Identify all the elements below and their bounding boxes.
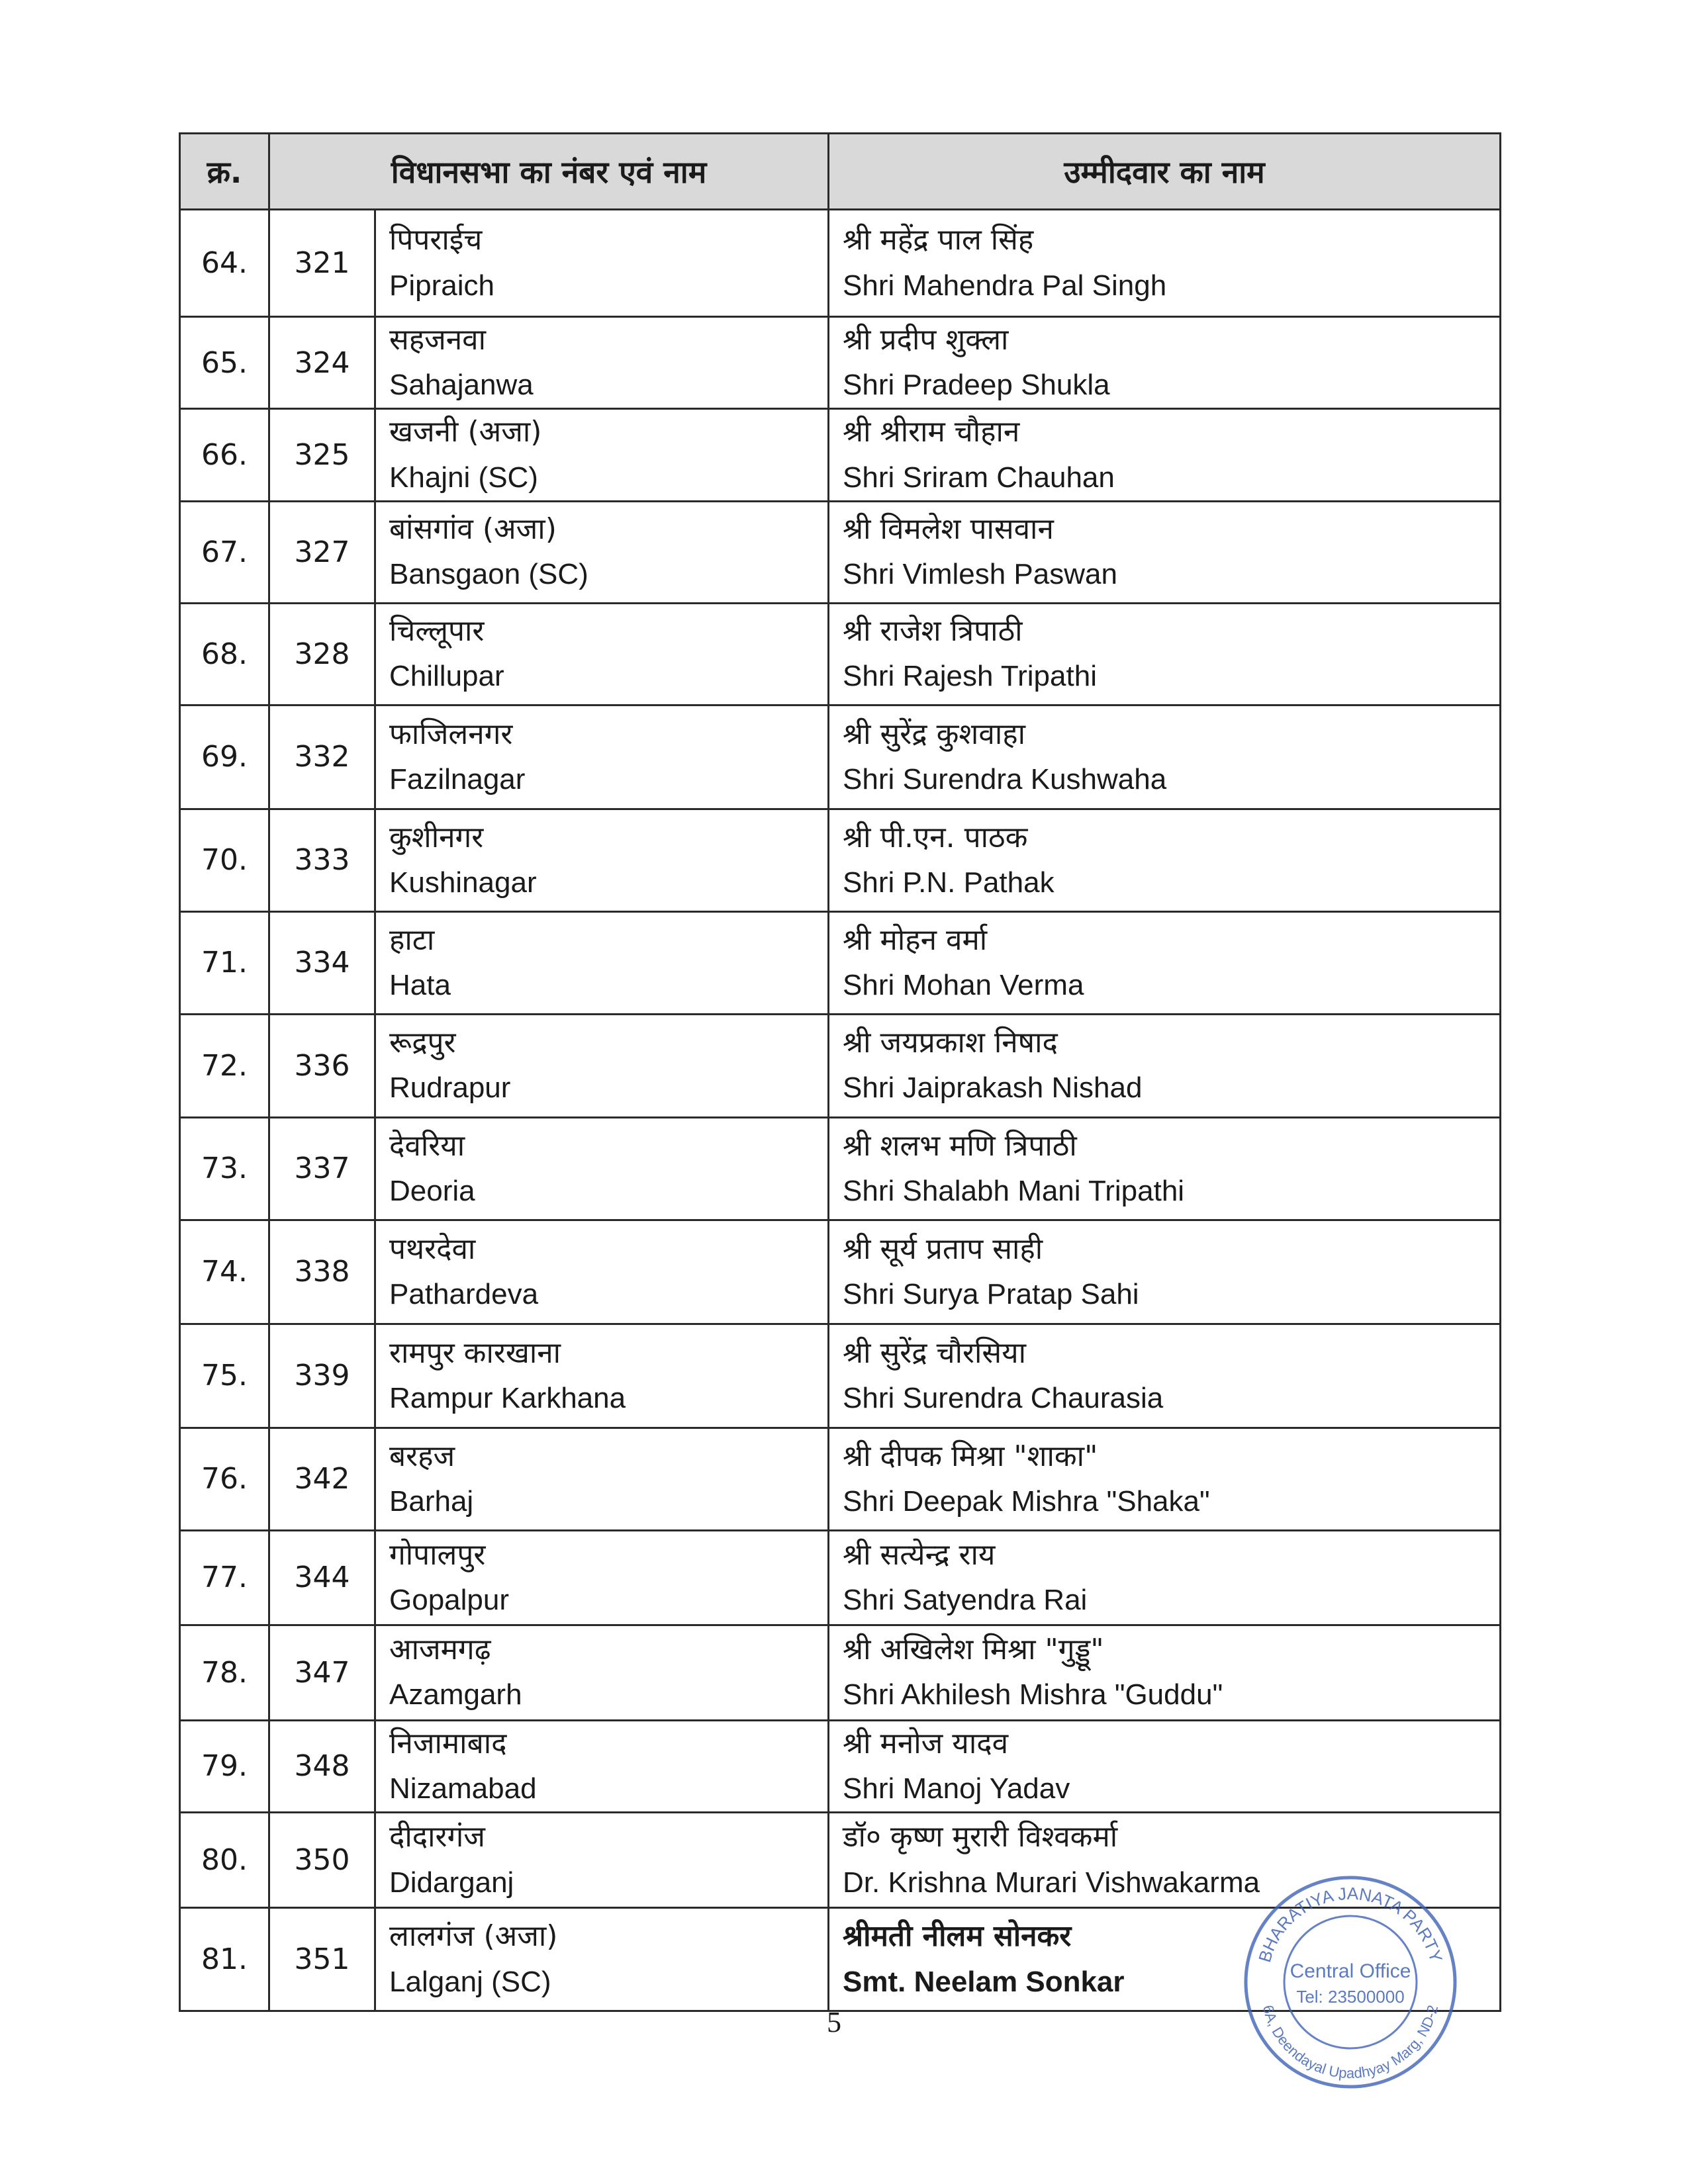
constituency-number: 334 <box>269 911 375 1014</box>
constituency-cell <box>375 705 829 809</box>
constituency-cell <box>375 1014 829 1117</box>
seal-tel-text: Tel: 23500000 <box>1296 1987 1405 2007</box>
table-row <box>180 1530 1501 1625</box>
candidate-name-hindi: डॉ० कृष्ण मुरारी विश्वकर्मा <box>843 1820 1118 1854</box>
constituency-cell <box>375 809 829 911</box>
serial-cell: 65. <box>180 317 269 409</box>
candidate-name-english: Shri Surendra Chaurasia <box>843 1381 1164 1414</box>
candidate-name-english: Shri Mahendra Pal Singh <box>843 269 1167 302</box>
constituency-name-hindi: पिपराईच <box>389 223 483 257</box>
constituency-cell <box>375 1428 829 1530</box>
constituency-number: 327 <box>269 501 375 603</box>
constituency-name-english: Rudrapur <box>389 1071 511 1105</box>
constituency-name-english: Kushinagar <box>389 866 537 899</box>
candidate-cell <box>829 1625 1501 1720</box>
candidate-name-hindi: श्री विमलेश पासवान <box>843 512 1054 547</box>
candidate-name-english: Shri Deepak Mishra "Shaka" <box>843 1484 1210 1518</box>
constituency-name-english: Didarganj <box>389 1866 514 1899</box>
constituency-cell <box>375 1720 829 1812</box>
candidate-name-hindi: श्री जयप्रकाश निषाद <box>843 1026 1058 1060</box>
candidate-table <box>179 132 1501 2012</box>
candidate-name-hindi: श्री पी.एन. पाठक <box>843 820 1028 854</box>
constituency-name-hindi: दीदारगंज <box>389 1820 485 1854</box>
constituency-cell <box>375 317 829 409</box>
serial-cell: 81. <box>180 1908 269 2011</box>
constituency-number: 333 <box>269 809 375 911</box>
candidate-name-english: Shri Jaiprakash Nishad <box>843 1071 1143 1105</box>
constituency-cell <box>375 911 829 1014</box>
page-number: 5 <box>827 2006 841 2038</box>
constituency-name-hindi: गोपालपुर <box>389 1537 486 1572</box>
table-row <box>180 911 1501 1014</box>
candidate-cell <box>829 809 1501 911</box>
candidate-cell <box>829 1014 1501 1117</box>
constituency-name-hindi: बरहज <box>389 1439 455 1473</box>
candidate-name-english: Shri Pradeep Shukla <box>843 369 1110 402</box>
constituency-number: 325 <box>269 409 375 501</box>
table-row <box>180 1625 1501 1720</box>
constituency-number: 336 <box>269 1014 375 1117</box>
constituency-number: 328 <box>269 603 375 705</box>
candidate-cell <box>829 210 1501 317</box>
candidate-name-english: Shri Mohan Verma <box>843 968 1084 1001</box>
constituency-number: 332 <box>269 705 375 809</box>
constituency-name-hindi: रूद्रपुर <box>389 1026 456 1060</box>
serial-cell: 69. <box>180 705 269 809</box>
candidate-name-hindi: श्री अखिलेश मिश्रा "गुड्डू" <box>843 1633 1104 1667</box>
serial-cell: 70. <box>180 809 269 911</box>
serial-cell: 71. <box>180 911 269 1014</box>
table-row <box>180 1720 1501 1812</box>
constituency-name-hindi: आजमगढ़ <box>389 1633 491 1667</box>
candidate-name-english: Shri Satyendra Rai <box>843 1583 1088 1616</box>
table-row <box>180 603 1501 705</box>
table-row <box>180 317 1501 409</box>
candidate-name-english: Shri P.N. Pathak <box>843 866 1055 899</box>
constituency-cell <box>375 1220 829 1324</box>
constituency-cell <box>375 1530 829 1625</box>
candidate-cell <box>829 911 1501 1014</box>
constituency-cell <box>375 1324 829 1428</box>
constituency-name-hindi: खजनी (अजा) <box>389 415 542 449</box>
serial-cell: 75. <box>180 1324 269 1428</box>
candidate-name-english: Shri Akhilesh Mishra "Guddu" <box>843 1678 1223 1711</box>
constituency-name-english: Khajni (SC) <box>389 461 538 494</box>
candidate-name-hindi: श्री सूर्य प्रताप साही <box>843 1232 1043 1266</box>
candidate-cell <box>829 501 1501 603</box>
serial-cell: 79. <box>180 1720 269 1812</box>
header-row <box>180 134 1501 210</box>
constituency-number: 351 <box>269 1908 375 2011</box>
constituency-name-english: Gopalpur <box>389 1583 510 1616</box>
serial-cell: 78. <box>180 1625 269 1720</box>
candidate-name-english: Smt. Neelam Sonkar <box>843 1965 1125 1998</box>
table-row <box>180 210 1501 317</box>
candidate-name-english: Shri Manoj Yadav <box>843 1772 1070 1805</box>
candidate-cell <box>829 1220 1501 1324</box>
constituency-cell <box>375 603 829 705</box>
candidate-name-hindi: श्रीमती नीलम सोनकर <box>843 1919 1072 1954</box>
table-row <box>180 1220 1501 1324</box>
constituency-name-english: Pipraich <box>389 269 494 302</box>
candidate-name-hindi: श्री मनोज यादव <box>843 1726 1009 1760</box>
constituency-name-hindi: सहजनवा <box>389 323 487 357</box>
constituency-name-english: Nizamabad <box>389 1772 537 1805</box>
candidate-name-english: Dr. Krishna Murari Vishwakarma <box>843 1866 1260 1899</box>
seal-office-text: Central Office <box>1289 1960 1411 1982</box>
table-row <box>180 409 1501 501</box>
candidate-name-english: Shri Surya Pratap Sahi <box>843 1277 1139 1310</box>
constituency-name-hindi: निजामाबाद <box>389 1726 507 1760</box>
candidate-name-english: Shri Surendra Kushwaha <box>843 762 1167 796</box>
constituency-name-hindi: देवरिया <box>389 1128 465 1163</box>
candidate-cell <box>829 409 1501 501</box>
serial-cell: 76. <box>180 1428 269 1530</box>
constituency-name-english: Rampur Karkhana <box>389 1381 626 1414</box>
seal-org-text: BHARATIYA JANATA PARTY <box>1254 1883 1446 1965</box>
constituency-number: 342 <box>269 1428 375 1530</box>
candidate-cell <box>829 1530 1501 1625</box>
constituency-name-english: Lalganj (SC) <box>389 1965 551 1998</box>
constituency-number: 324 <box>269 317 375 409</box>
table-row <box>180 1014 1501 1117</box>
constituency-name-hindi: चिल्लूपार <box>389 614 485 649</box>
candidate-name-hindi: श्री श्रीराम चौहान <box>843 415 1020 449</box>
serial-cell: 64. <box>180 210 269 317</box>
serial-cell: 68. <box>180 603 269 705</box>
constituency-number: 347 <box>269 1625 375 1720</box>
header-constituency: विधानसभा का नंबर एवं नाम <box>269 134 829 210</box>
constituency-number: 321 <box>269 210 375 317</box>
constituency-cell <box>375 1117 829 1220</box>
constituency-number: 350 <box>269 1813 375 1908</box>
constituency-name-english: Fazilnagar <box>389 762 526 796</box>
constituency-number: 339 <box>269 1324 375 1428</box>
candidate-cell <box>829 1428 1501 1530</box>
constituency-name-hindi: लालगंज (अजा) <box>389 1919 558 1954</box>
constituency-number: 337 <box>269 1117 375 1220</box>
constituency-name-english: Bansgaon (SC) <box>389 558 588 591</box>
candidate-name-english: Shri Rajesh Tripathi <box>843 660 1097 693</box>
candidate-cell <box>829 1324 1501 1428</box>
serial-cell: 72. <box>180 1014 269 1117</box>
candidate-cell <box>829 1117 1501 1220</box>
constituency-number: 348 <box>269 1720 375 1812</box>
candidate-name-english: Shri Sriram Chauhan <box>843 461 1115 494</box>
constituency-name-english: Sahajanwa <box>389 369 534 402</box>
candidate-cell <box>829 1720 1501 1812</box>
candidate-name-english: Shri Shalabh Mani Tripathi <box>843 1174 1185 1207</box>
table-row <box>180 1324 1501 1428</box>
constituency-name-english: Deoria <box>389 1174 475 1207</box>
table-row <box>180 1428 1501 1530</box>
serial-cell: 73. <box>180 1117 269 1220</box>
constituency-cell <box>375 409 829 501</box>
constituency-name-hindi: कुशीनगर <box>389 820 484 854</box>
constituency-name-hindi: बांसगांव (अजा) <box>389 512 557 547</box>
serial-cell: 80. <box>180 1813 269 1908</box>
candidate-name-english: Shri Vimlesh Paswan <box>843 558 1117 591</box>
candidate-name-hindi: श्री मोहन वर्मा <box>843 923 988 957</box>
candidate-name-hindi: श्री सुरेंद्र कुशवाहा <box>843 717 1025 751</box>
constituency-number: 344 <box>269 1530 375 1625</box>
serial-cell: 74. <box>180 1220 269 1324</box>
table-row <box>180 1117 1501 1220</box>
constituency-name-english: Hata <box>389 968 451 1001</box>
constituency-cell <box>375 501 829 603</box>
serial-cell: 77. <box>180 1530 269 1625</box>
constituency-name-hindi: फाजिलनगर <box>389 717 513 751</box>
table-header <box>180 134 1501 210</box>
office-seal-stamp <box>1241 1873 1460 2091</box>
constituency-name-english: Chillupar <box>389 660 504 693</box>
constituency-name-hindi: रामपुर कारखाना <box>389 1336 561 1370</box>
candidate-cell <box>829 317 1501 409</box>
constituency-cell <box>375 1813 829 1908</box>
table-row <box>180 705 1501 809</box>
table-row <box>180 809 1501 911</box>
candidate-name-hindi: श्री सत्येन्द्र राय <box>843 1537 996 1572</box>
candidate-cell <box>829 603 1501 705</box>
candidate-name-hindi: श्री शलभ मणि त्रिपाठी <box>843 1128 1077 1163</box>
constituency-cell <box>375 1625 829 1720</box>
constituency-name-english: Azamgarh <box>389 1678 522 1711</box>
constituency-name-hindi: पथरदेवा <box>389 1232 476 1266</box>
header-candidate: उम्मीदवार का नाम <box>829 134 1501 210</box>
candidate-name-hindi: श्री प्रदीप शुक्ला <box>843 323 1009 357</box>
candidate-name-hindi: श्री महेंद्र पाल सिंह <box>843 223 1034 257</box>
serial-cell: 66. <box>180 409 269 501</box>
candidate-name-hindi: श्री राजेश त्रिपाठी <box>843 614 1023 649</box>
constituency-name-hindi: हाटा <box>389 923 435 957</box>
constituency-cell <box>375 1908 829 2011</box>
constituency-number: 338 <box>269 1220 375 1324</box>
candidate-cell <box>829 705 1501 809</box>
candidate-name-hindi: श्री दीपक मिश्रा "शाका" <box>843 1439 1098 1473</box>
candidate-name-hindi: श्री सुरेंद्र चौरसिया <box>843 1336 1027 1370</box>
serial-cell: 67. <box>180 501 269 603</box>
constituency-cell <box>375 210 829 317</box>
header-serial: क्र. <box>180 134 269 210</box>
table-row <box>180 501 1501 603</box>
constituency-name-english: Pathardeva <box>389 1277 539 1310</box>
seal-address-text: 6A, Deendayal Upadhyay Marg, ND-2 <box>1259 2003 1442 2081</box>
constituency-name-english: Barhaj <box>389 1484 474 1518</box>
